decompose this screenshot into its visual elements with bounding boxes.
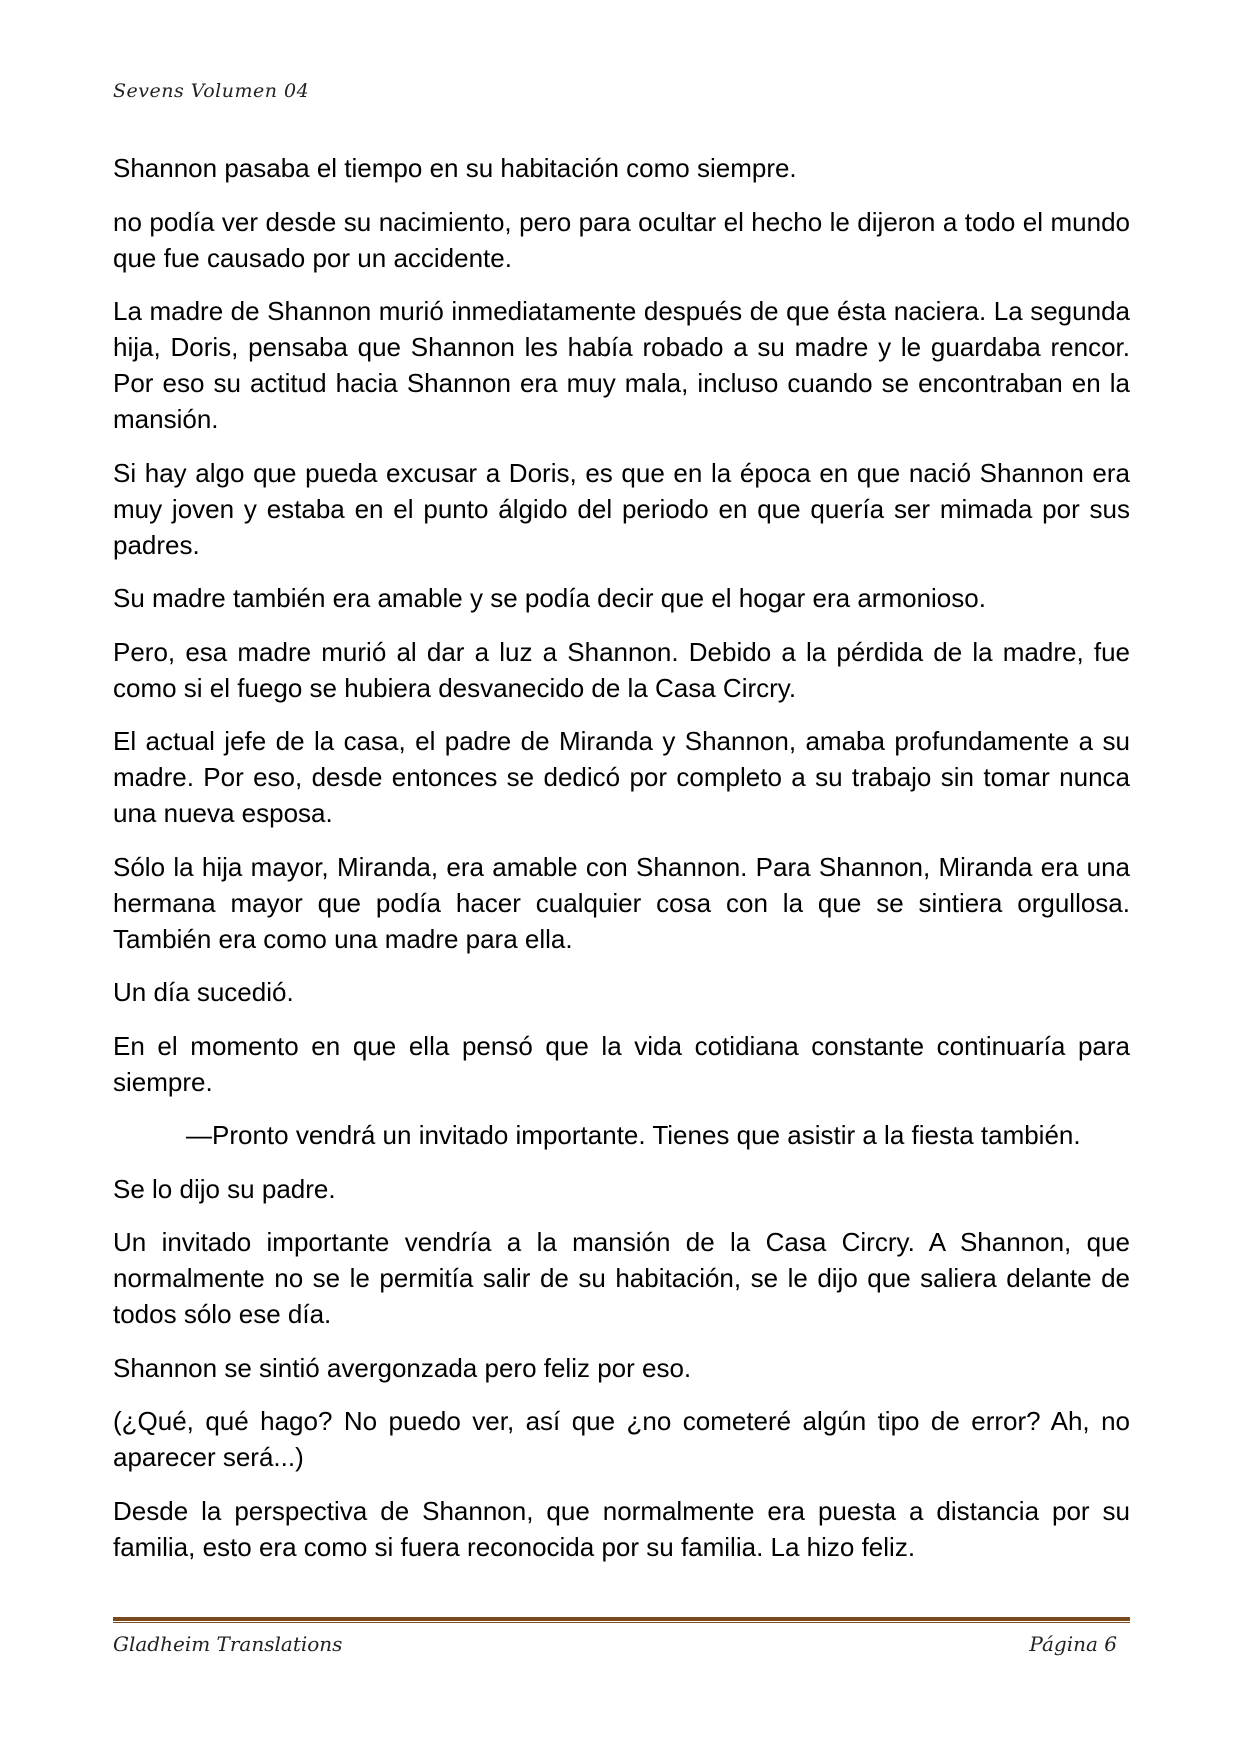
dialogue-paragraph: —Pronto vendrá un invitado importante. Tienes que asistir a la fiesta también. [186,1120,1081,1150]
paragraph: Sólo la hija mayor, Miranda, era amable con Shannon. Para Shannon, Miranda era una hermana mayor que podía hacer cualquier cosa con la que se sintiera orgullosa. También era como una madre para ella. [113,851,1130,954]
footer-page-number: Página 6 [1029,1632,1117,1656]
footer-divider-thin-line [113,1622,1130,1623]
paragraph: Shannon se sintió avergonzada pero feliz por eso. [113,1352,692,1383]
paragraph: Pero, esa madre murió al dar a luz a Shannon. Debido a la pérdida de la madre, fue como si el fuego se hubiera desvanecido de la Casa Circry. [113,636,1130,703]
paragraph: Desde la perspectiva de Shannon, que normalmente era puesta a distancia por su familia, esto era como si fuera reconocida por su familia. La hizo feliz. [113,1495,1130,1562]
body-text [113,150,1130,1582]
footer-divider [113,1617,1130,1623]
paragraph: Shannon pasaba el tiempo en su habitación como siempre. [113,153,797,183]
paragraph: En el momento en que ella pensó que la vida cotidiana constante continuaría para siempre. [113,1030,1130,1097]
page-header-title: Sevens Volumen 04 [113,80,310,102]
paragraph: La madre de Shannon murió inmediatamente después de que ésta naciera. La segunda hija, Doris, pensaba que Shannon les había robado a su madre y le guardaba rencor. Por eso su actitud hacia Shannon era muy mala, incluso cuando se encontraban en la mansión. [113,296,1130,434]
paragraph: Se lo dijo su padre. [113,1173,336,1204]
footer-divider-thick-line [113,1617,1130,1621]
paragraph: Un invitado importante vendría a la mansión de la Casa Circry. A Shannon, que normalmente no se le permitía salir de su habitación, se le dijo que saliera delante de todos sólo ese día. [113,1227,1130,1329]
paragraph: Si hay algo que pueda excusar a Doris, es que en la época en que nació Shannon era muy joven y estaba en el punto álgido del periodo en que quería ser mimada por sus padres. [113,457,1130,560]
paragraph: Su madre también era amable y se podía decir que el hogar era armonioso. [113,583,986,613]
paragraph: Un día sucedió. [113,977,294,1007]
paragraph: (¿Qué, qué hago? No puedo ver, así que ¿no cometeré algún tipo de error? Ah, no aparecer será...) [113,1406,1130,1472]
paragraph: no podía ver desde su nacimiento, pero para ocultar el hecho le dijeron a todo el mundo que fue causado por un accidente. [113,206,1130,273]
footer-translator-credit: Gladheim Translations [113,1632,343,1656]
paragraph: El actual jefe de la casa, el padre de Miranda y Shannon, amaba profundamente a su madre. Por eso, desde entonces se dedicó por completo a su trabajo sin tomar nunca una nueva esposa. [113,726,1130,828]
